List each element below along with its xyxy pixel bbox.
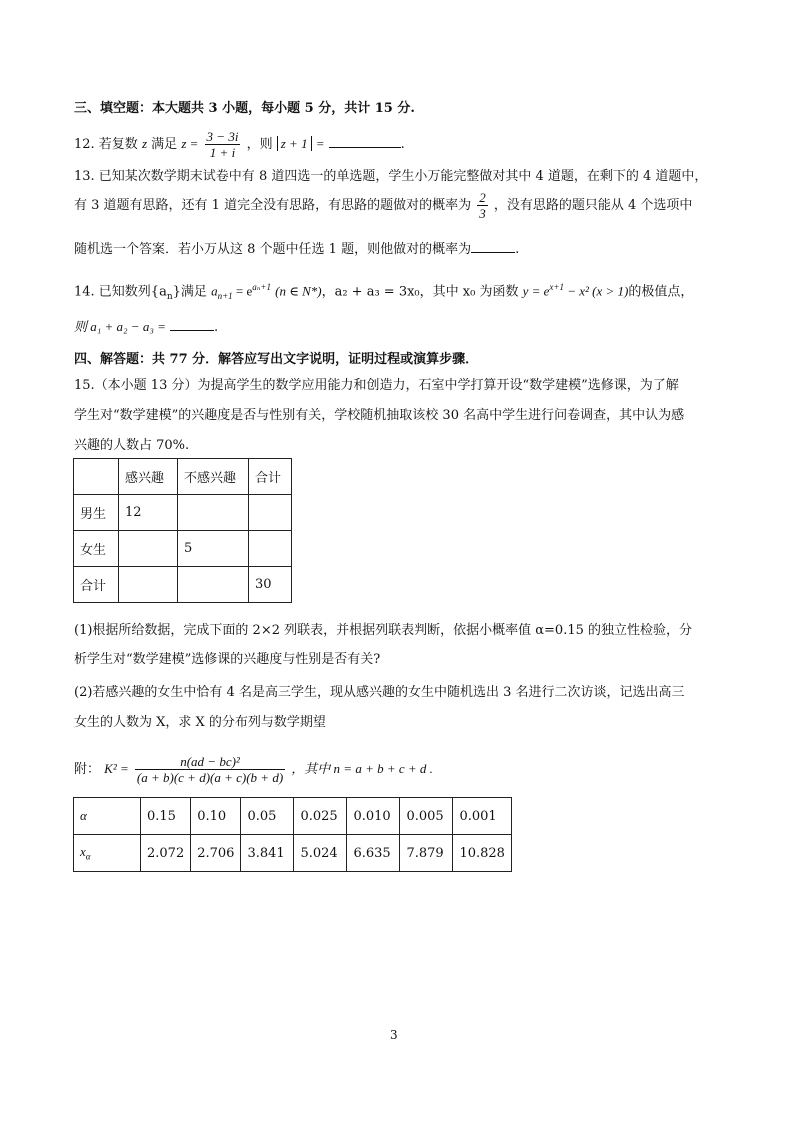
critical-value-table xyxy=(73,797,512,872)
table-cell xyxy=(74,459,119,495)
q13-end: . xyxy=(515,242,520,257)
q12-frac-num: 3 − 3i xyxy=(206,129,239,144)
q12-after: = xyxy=(315,136,325,151)
q14-tail: 的极值点， xyxy=(628,284,694,300)
q15-line-2: 学生对“数学建模”的兴趣度是否与性别有关，学校随机抽取该校 30 名高中学生进行问卷调查，其中认为感 xyxy=(74,408,685,423)
table-cell: α xyxy=(74,798,141,835)
table-cell: 6.635 xyxy=(347,835,400,872)
table-cell: 不感兴趣 xyxy=(178,459,249,495)
q14-line-2 xyxy=(74,318,218,337)
contingency-table xyxy=(73,458,292,603)
k2-denominator: (a + b)(c + d)(a + c)(b + d) xyxy=(136,770,284,785)
table-cell: 合计 xyxy=(74,567,119,603)
q13-line2-a: 有 3 道题有思路，还有 1 道完全没有思路，有思路的题做对的概率为 xyxy=(74,198,472,213)
table-cell xyxy=(119,531,178,567)
table-cell: 0.010 xyxy=(347,798,400,835)
question-12 xyxy=(74,128,405,161)
table-cell xyxy=(249,531,292,567)
q12-answer-blank[interactable] xyxy=(329,135,401,148)
table-cell: 7.879 xyxy=(400,835,453,872)
q14-func: y = e xyxy=(522,283,550,299)
q14-prefix: 14. 已知数列{a xyxy=(74,284,167,300)
table-cell: 3.841 xyxy=(241,835,294,872)
table-cell: 0.005 xyxy=(400,798,453,835)
q14-cond: (n ∈ N*) xyxy=(275,283,322,299)
table-cell: 2.706 xyxy=(191,835,241,872)
q14-recur: a xyxy=(211,283,218,299)
q12-end: . xyxy=(400,137,405,152)
q13-answer-blank[interactable] xyxy=(471,240,515,253)
table-cell: 感兴趣 xyxy=(119,459,178,495)
table-cell: 0.05 xyxy=(241,798,294,835)
q13-line2-b: ，没有思路的题只能从 4 个选项中 xyxy=(493,198,693,213)
x-label: x xyxy=(80,844,86,860)
table-cell: 30 xyxy=(249,567,292,603)
k2-numerator: n(ad − bc)² xyxy=(135,754,285,770)
q14-recur-sup: aₙ+1 xyxy=(252,282,271,292)
section-4-heading: 四、解答题：共 77 分．解答应写出文字说明，证明过程或演算步骤． xyxy=(74,352,479,367)
x-sub: α xyxy=(85,851,91,862)
q12-frac-den: 1 + i xyxy=(209,145,236,160)
q15-line-3: 兴趣的人数占 70%. xyxy=(74,438,190,453)
q14-recur-eq: = e xyxy=(232,283,253,299)
q13-line-2 xyxy=(74,190,692,222)
table-cell: 0.15 xyxy=(141,798,191,835)
q14-line-1 xyxy=(74,276,693,308)
q14-sub-n: n xyxy=(166,291,173,302)
k2-lhs: K² = xyxy=(104,761,129,776)
q13-frac-num: 2 xyxy=(479,190,486,205)
table-cell xyxy=(249,495,292,531)
appendix-label: 附： xyxy=(74,762,101,777)
table-cell: 5.024 xyxy=(294,835,347,872)
table-cell: 0.10 xyxy=(191,798,241,835)
q12-prefix: 12. 若复数 xyxy=(74,137,138,152)
q14-func-sup: x+1 xyxy=(549,282,564,292)
table-cell: 2.072 xyxy=(141,835,191,872)
q13-line-3 xyxy=(74,240,519,259)
q14-answer-blank[interactable] xyxy=(170,318,214,331)
table-cell: 合计 xyxy=(249,459,292,495)
table-cell xyxy=(119,567,178,603)
table-row xyxy=(74,798,512,835)
q15-part1-line-2: 析学生对“数学建模”选修课的兴趣度与性别是否有关? xyxy=(74,652,381,667)
q12-var: z xyxy=(141,136,148,151)
table-cell: 12 xyxy=(119,495,178,531)
table-cell xyxy=(74,835,141,872)
page-number: 3 xyxy=(390,1028,398,1042)
q15-line-1: 15.（本小题 13 分）为提高学生的数学应用能力和创造力，石室中学打算开设“数学建模”选修课，为了解 xyxy=(74,378,679,393)
q12-mid: 满足 xyxy=(151,137,178,152)
table-cell: 0.001 xyxy=(453,798,512,835)
table-cell xyxy=(178,495,249,531)
q14-line2-end: . xyxy=(214,320,219,335)
table-row xyxy=(74,531,292,567)
q14-mid1: }满足 xyxy=(172,284,207,300)
q14-line2-a: 则 a₁ + a₂ − a₃ = xyxy=(74,319,166,334)
q14-recur-sub: n+1 xyxy=(217,290,233,301)
table-cell: 5 xyxy=(178,531,249,567)
q15-part2-line-2: 女生的人数为 X，求 X 的分布列与数学期望 xyxy=(74,715,326,730)
q15-part1-line-1: (1)根据所给数据，完成下面的 2×2 列联表，并根据列联表判断，依据小概率值 α=0.15 的独立性检验，分 xyxy=(74,623,692,638)
q12-abs-expr: z + 1 xyxy=(277,136,312,151)
appendix-formula xyxy=(74,750,433,789)
q14-mid2: ，a₂ + a₃ = 3x₀，其中 x₀ 为函数 xyxy=(321,284,519,300)
q13-line-1: 13. 已知某次数学期末试卷中有 8 道四选一的单选题，学生小万能完整做对其中 4 道题，在剩下的 4 道题中， xyxy=(74,169,708,184)
q12-fraction xyxy=(205,129,241,160)
table-cell: 男生 xyxy=(74,495,119,531)
q12-eq: z = xyxy=(181,136,199,151)
table-cell: 10.828 xyxy=(453,835,512,872)
table-cell: 女生 xyxy=(74,531,119,567)
section-3-heading: 三、填空题：本大题共 3 小题，每小题 5 分，共计 15 分. xyxy=(74,101,415,116)
table-row xyxy=(74,835,512,872)
table-row xyxy=(74,567,292,603)
q13-frac-den: 3 xyxy=(479,206,486,221)
table-cell: 0.025 xyxy=(294,798,347,835)
k2-tail: ，其中 n = a + b + c + d . xyxy=(291,761,433,776)
q15-part2-line-1: (2)若感兴趣的女生中恰有 4 名是高三学生，现从感兴趣的女生中随机选出 3 名进行二次访谈，记选出高三 xyxy=(74,685,685,700)
k2-fraction xyxy=(135,754,285,785)
table-header-row xyxy=(74,459,292,495)
q13-fraction xyxy=(477,190,488,221)
table-cell xyxy=(178,567,249,603)
q12-then: ，则 xyxy=(246,137,273,152)
q13-line3: 随机选一个答案．若小万从这 8 个题中任选 1 题，则他做对的概率为 xyxy=(74,242,472,257)
q14-func-rest: − x² (x > 1) xyxy=(563,283,629,299)
table-row xyxy=(74,495,292,531)
